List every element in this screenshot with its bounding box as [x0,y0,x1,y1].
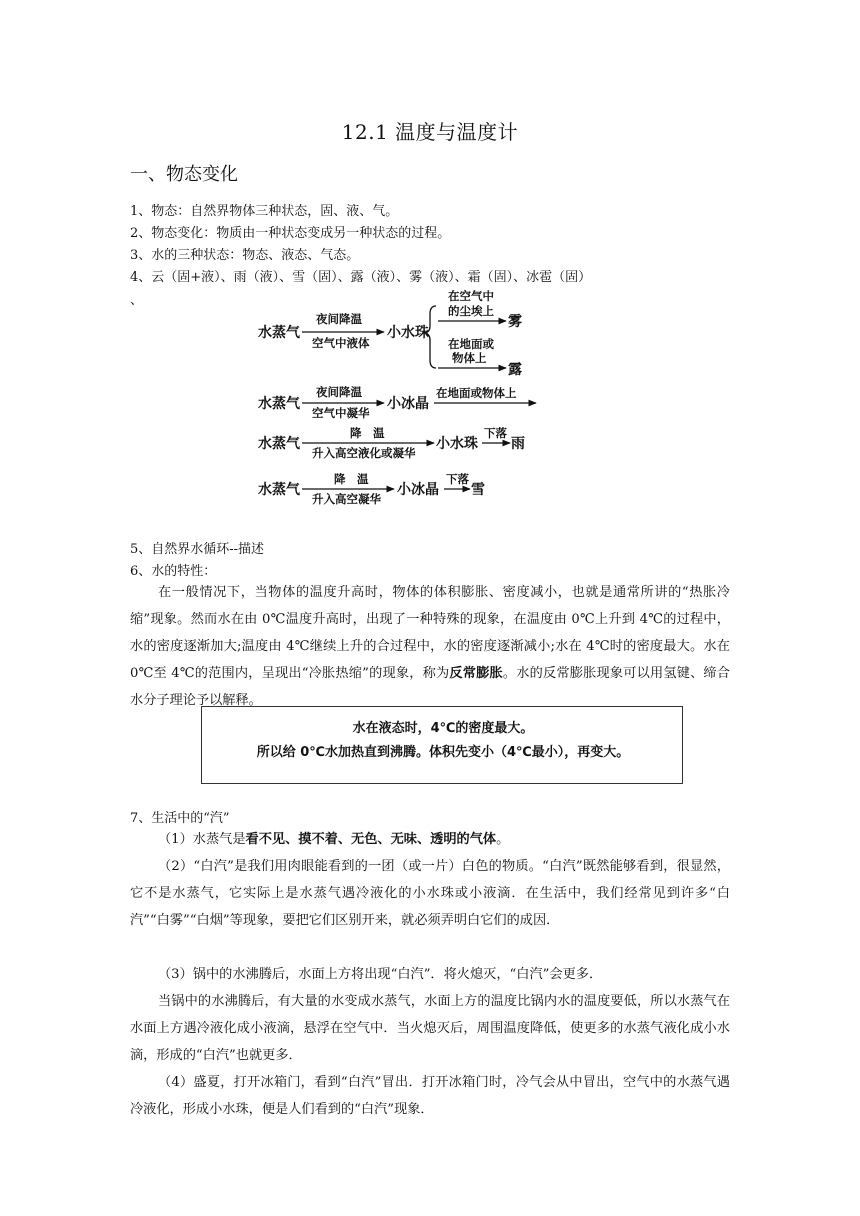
label-fall-2: 下落 [446,472,469,486]
label-droplet-2: 小水珠 [436,436,478,452]
label-dew: 露 [508,362,522,378]
page-title: 12.1 温度与温度计 [341,120,519,144]
item-1-bold: 看不见、摸不着、无色、无味、透明的气体 [245,832,497,847]
water-property-text-a: 在一般情况下，当物体的温度升高时，物体的体积膨胀、密度减小，也就是通常所讲的“热胀冷缩”现象。然而水在由 0℃温度升高时，出现了一种特殊的现象，在温度由 0℃上升到 4℃的过程中，水的密度逐渐加大;温度由 4℃继续上升的合过程中，水的密度逐渐减小;水在 4℃时的密度最大。水在 0℃至 4℃的范围内，呈现出“冷胀热缩”的现象，称为 [130,585,730,681]
key-point-line-1: 水在液态时，4℃的密度最大。 [352,721,534,736]
label-on-ground-obj: 在地面或物体上 [436,386,517,400]
section-7-heading: 7、生活中的“汽” [130,811,230,826]
item-4-continuation: 、 [130,293,144,308]
label-in-air-dust-1: 在空气中 [448,289,494,303]
label-air-desublime: 空气中凝华 [312,406,370,420]
label-rain: 雨 [511,436,525,452]
label-cool-2: 降 温 [334,472,369,486]
label-night-cool-2: 夜间降温 [316,385,362,399]
label-night-cool-1: 夜间降温 [316,312,362,326]
key-point-line-2: 所以给 0℃水加热直到沸腾。体积先变小（4℃最小），再变大。 [256,745,630,760]
section-7-item-4: （4）盛夏，打开冰箱门，看到“白汽”冒出．打开冰箱门时，冷气会从中冒出，空气中的水蒸气遇冷液化，形成小水珠，便是人们看到的“白汽”现象． [130,1075,730,1117]
section-7-item-1 [130,826,730,853]
label-in-air-dust-2: 的尘埃上 [448,304,494,318]
section-heading-1: 一、物态变化 [130,164,238,185]
label-vapor-2: 水蒸气 [258,396,300,412]
key-point-box [201,706,683,784]
label-on-ground-2: 物体上 [452,351,487,365]
label-ice-crystal-2: 小冰晶 [397,482,439,498]
label-air-liquefy: 空气中液体 [312,336,370,350]
item-1: 1、物态：自然界物体三种状态，固、液、气。 [130,204,399,219]
section-7-item-3-explanation: 当锅中的水沸腾后，有大量的水变成水蒸气，水面上方的温度比锅内水的温度要低，所以水蒸气在水面上方遇冷液化成小液滴，悬浮在空气中．当火熄灭后，周围温度降低，使更多的水蒸气液化成小水滴，形成的“白汽”也就更多． [130,994,730,1063]
label-rise-desub: 升入高空凝华 [312,492,381,506]
water-property-bold: 反常膨胀 [449,666,503,681]
label-snow: 雪 [471,482,485,498]
section-7-item-2: （2）“白汽”是我们用肉眼能看到的一团（或一片）白色的物质。“白汽”既然能够看到，很显然，它不是水蒸气，它实际上是水蒸气遇冷液化的小水珠或小液滴．在生活中，我们经常见到许多“白汽”“白雾”“白烟”等现象，要把它们区别开来，就必须弄明白它们的成因． [130,859,730,928]
item-1-text-a: （1）水蒸气是 [158,832,246,847]
section-7-item-3: （3）锅中的水沸腾后，水面上方将出现“白汽”．将火熄灭，“白汽”会更多． [158,967,603,982]
water-property-text-c: 。水的反常膨胀现象可以用氢键、缔合水分子理论予以解释。 [130,666,730,708]
item-4: 4、云（固+液）、雨（液）、雪（固）、露（液）、雾（液）、霜（固）、冰雹（固） [130,270,592,285]
water-property-paragraph [130,579,730,714]
item-6: 6、水的特性： [130,564,217,579]
label-on-ground-1: 在地面或 [448,337,494,351]
label-fog: 雾 [508,314,522,330]
item-2: 2、物态变化：物质由一种状态变成另一种状态的过程。 [130,226,451,241]
label-ice-crystal-1: 小冰晶 [387,396,429,412]
label-vapor-4: 水蒸气 [258,482,300,498]
item-1-text-c: 。 [496,832,510,847]
water-cycle-diagram [250,284,550,510]
label-rise-liq-desub: 升入高空液化或凝华 [312,446,416,460]
item-5: 5、自然界水循环--描述 [130,542,265,557]
item-3: 3、水的三种状态：物态、液态、气态。 [130,248,360,263]
label-vapor-1: 水蒸气 [258,325,300,341]
label-droplet-1: 小水珠 [387,325,429,341]
label-vapor-3: 水蒸气 [258,436,300,452]
label-fall-1: 下落 [484,426,507,440]
label-cool-1: 降 温 [350,426,385,440]
